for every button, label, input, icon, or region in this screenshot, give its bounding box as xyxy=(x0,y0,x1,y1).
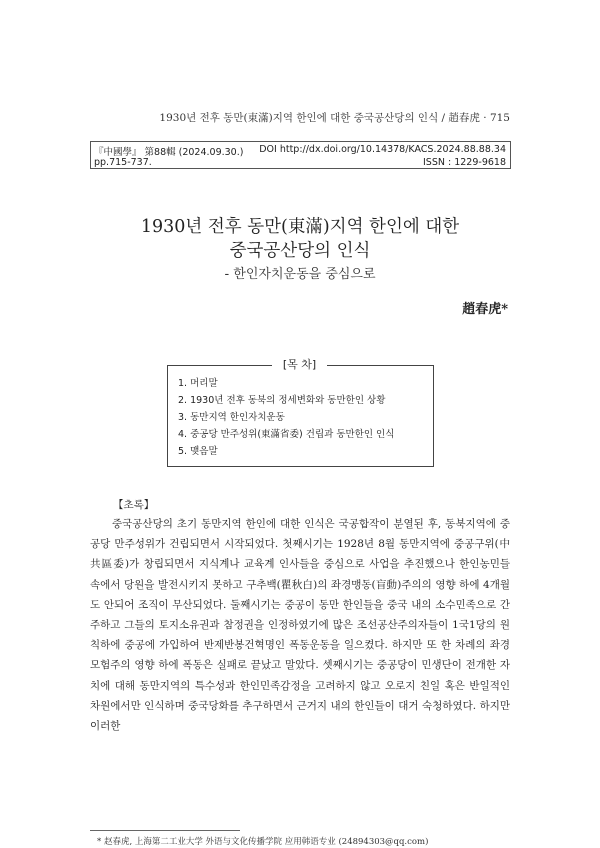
toc-item: 3. 동만지역 한인자치운동 xyxy=(178,412,285,423)
abstract-label: 【초록】 xyxy=(113,499,155,511)
issn: ISSN : 1229-9618 xyxy=(423,157,506,168)
toc-item: 5. 맺음말 xyxy=(178,446,218,457)
author-name: 趙春虎* xyxy=(462,302,508,317)
toc-heading: [목 차] xyxy=(272,356,327,372)
toc-item: 4. 중공당 만주성위(東滿省委) 건립과 동만한인 인식 xyxy=(178,429,395,440)
footnote-divider xyxy=(90,830,240,831)
journal-citation: 『中國學』 第88輯 (2024.09.30.) xyxy=(94,147,244,158)
running-head: 1930년 전후 동만(東滿)지역 한인에 대한 중국공산당의 인식 / 趙春虎 · 715 xyxy=(159,112,510,124)
page-range: pp.715-737. xyxy=(94,157,152,168)
author-footnote: * 赵春虎, 上海第二工业大学 外语与文化传播学院 应用韩语专业 (24894303@qq.com) xyxy=(97,837,429,847)
abstract-paragraph: 중국공산당의 초기 동만지역 한인에 대한 인식은 국공합작이 분열된 후, 동북지역에 중공당 만주성위가 건립되면서 시작되었다. 첫째시기는 1928년 8월 동만지역에 중공구위(中共區委)가 창립되면서 지식계나 교육계 인사들을 중심으로 사업을 추진했으나 한인농민들 속에서 당원을 발전시키지 못하고 구추백(瞿秋白)의 좌경맹동(盲動)주의의 영향 하에 4개월도 안되어 조직이 무산되었다. 둘째시기는 중공이 동만 한인들을 중국 내의 소수민족으로 간주하고 그들의 토지소유권과 참정권을 인정하였기에 많은 조선공산주의자들이 1국1당의 원칙하에 중공에 가입하여 반제반봉건혁명인 폭동운동을 일으켰다. 하지만 또 한 차례의 좌경모험주의 영향 하에 폭동은 실패로 끝났고 말았다. 셋째시기는 중공당이 민생단이 전개한 자치에 대해 동만지역의 특수성과 한인민족감정을 고려하지 않고 오로지 친일 혹은 반일적인 차원에서만 인식하며 중국당화를 추구하면서 근거지 내의 한인들이 대거 숙청하였다. 하지만 이러한 xyxy=(90,518,510,733)
paper-subtitle: - 한인자치운동을 중심으로 xyxy=(224,267,376,282)
paper-title-line2: 중국공산당의 인식 xyxy=(229,241,371,261)
toc-item: 1. 머리말 xyxy=(178,378,218,389)
abstract-body xyxy=(90,514,510,736)
doi-link[interactable]: DOI http://dx.doi.org/10.14378/KACS.2024.88.88.34 xyxy=(259,144,506,155)
toc-list xyxy=(178,375,394,460)
toc-item: 2. 1930년 전후 동북의 정세변화와 동만한인 상황 xyxy=(178,395,386,406)
paper-title-line1: 1930년 전후 동만(東滿)지역 한인에 대한 xyxy=(140,217,460,237)
